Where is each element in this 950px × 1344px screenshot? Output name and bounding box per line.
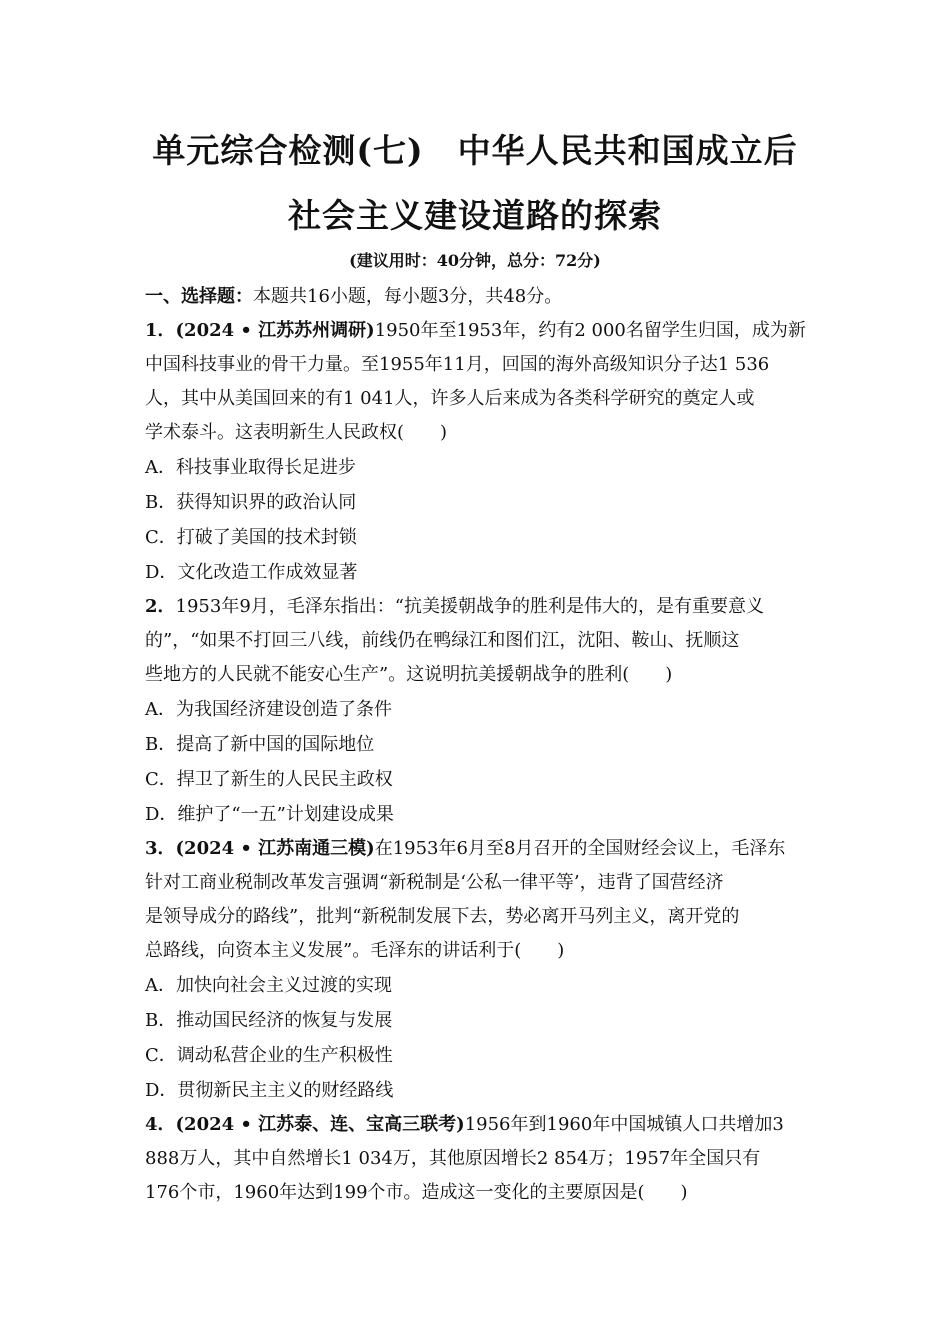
question-2 [145,590,810,832]
time-note: (建议用时：40分钟，总分：72分) [349,251,601,270]
question-number: 3． [145,838,176,859]
question-line [145,314,810,348]
question-line: 学术泰斗。这表明新生人民政权( ) [145,422,448,443]
question-text: 1956年到1960年中国城镇人口共增加3 [464,1114,784,1135]
question-number: 1． [145,320,176,341]
question-number: 4． [145,1114,176,1135]
question-1 [145,314,810,590]
question-line: 中国科技事业的骨干力量。至1955年11月，回国的海外高级知识分子达1 536 [145,354,770,375]
answer-option-c[interactable]: C．捍卫了新生的人民民主政权 [145,769,393,790]
section-description: 本题共16小题，每小题3分，共48分。 [253,286,563,307]
answer-option-d[interactable]: D．维护了“一五”计划建设成果 [145,804,394,825]
answer-option-b[interactable]: B．获得知识界的政治认同 [145,492,357,513]
question-line: 的”，“如果不打回三八线，前线仍在鸭绿江和图们江，沈阳、鞍山、抚顺这 [145,630,740,651]
question-line: 针对工商业税制改革发言强调“新税制是‘公私一律平等’，违背了国营经济 [145,872,724,893]
question-3 [145,832,810,1108]
question-line: 总路线，向资本主义发展”。毛泽东的讲话利于( ) [145,940,565,961]
question-text: 1950年至1953年，约有2 000名留学生归国，成为新 [374,320,806,341]
question-number: 2． [145,596,176,617]
question-list [145,280,810,1210]
answer-option-d[interactable]: D．贯彻新民主主义的财经路线 [145,1080,394,1101]
question-4 [145,1108,810,1210]
question-source: (2024 • 江苏苏州调研) [175,320,375,341]
answer-option-b[interactable]: B．推动国民经济的恢复与发展 [145,1010,393,1031]
question-source: (2024 • 江苏泰、连、宝高三联考) [175,1114,465,1135]
answer-option-b[interactable]: B．提高了新中国的国际地位 [145,734,375,755]
answer-option-c[interactable]: C．打破了美国的技术封锁 [145,527,357,548]
answer-option-a[interactable]: A．科技事业取得长足进步 [145,457,356,478]
section-heading-label: 一、选择题： [145,286,253,307]
question-line: 176个市，1960年达到199个市。造成这一变化的主要原因是( ) [145,1182,688,1203]
answer-option-a[interactable]: A．为我国经济建设创造了条件 [145,699,392,720]
page-title-line-1: 单元综合检测(七) 中华人民共和国成立后 [152,131,798,170]
question-line: 些地方的人民就不能安心生产”。这说明抗美援朝战争的胜利( ) [145,664,673,685]
page-title-line-2: 社会主义建设道路的探索 [288,196,662,235]
section-heading [145,280,810,314]
question-text: 1953年9月，毛泽东指出：“抗美援朝战争的胜利是伟大的，是有重要意义 [175,596,764,617]
question-text: 在1953年6月至8月召开的全国财经会议上，毛泽东 [374,838,786,859]
question-source: (2024 • 江苏南通三模) [175,838,375,859]
answer-option-c[interactable]: C．调动私营企业的生产积极性 [145,1045,393,1066]
answer-option-a[interactable]: A．加快向社会主义过渡的实现 [145,975,392,996]
answer-option-d[interactable]: D．文化改造工作成效显著 [145,562,358,583]
question-line: 888万人，其中自然增长1 034万，其他原因增长2 854万；1957年全国只有 [145,1148,761,1169]
question-line: 是领导成分的路线”，批判“新税制发展下去，势必离开马列主义，离开党的 [145,906,740,927]
question-line: 人，其中从美国回来的有1 041人，许多人后来成为各类科学研究的奠定人或 [145,388,755,409]
question-line [145,590,810,624]
question-line [145,1108,810,1142]
question-line [145,832,810,866]
